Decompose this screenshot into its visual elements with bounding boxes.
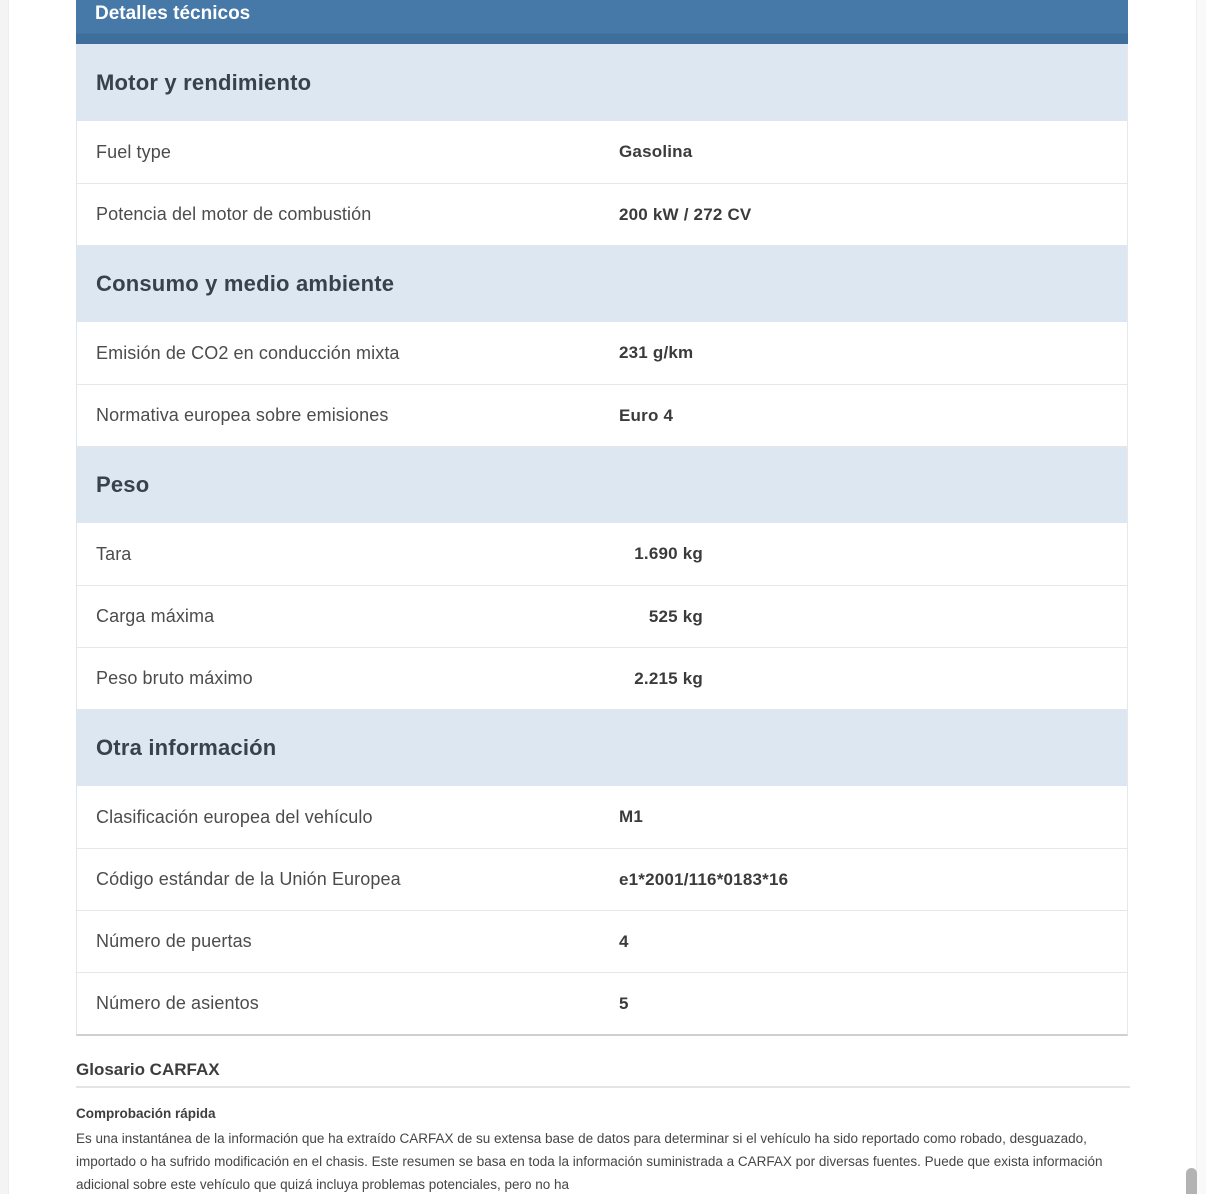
technical-details-table (76, 44, 1128, 1036)
section-block (77, 446, 1127, 709)
row-value: 4 (619, 931, 629, 951)
table-row (77, 910, 1127, 972)
row-value: 525 kg (648, 606, 703, 626)
glossary-term: Comprobación rápida (76, 1106, 216, 1121)
tech-table-body (77, 44, 1127, 1034)
row-label: Código estándar de la Unión Europea (96, 869, 401, 889)
section-block (77, 245, 1127, 446)
row-value-cell (619, 607, 703, 627)
section-header (77, 709, 1127, 786)
row-label: Emisión de CO2 en conducción mixta (96, 342, 400, 363)
table-row (77, 322, 1127, 384)
row-value: 5 (619, 993, 629, 1013)
row-value-cell (619, 343, 693, 363)
vertical-scrollbar-thumb[interactable] (1186, 1168, 1197, 1194)
row-value-cell (619, 406, 673, 426)
row-value-cell (619, 807, 643, 827)
row-label: Número de asientos (96, 993, 259, 1013)
table-row (77, 183, 1127, 245)
section-title: Consumo y medio ambiente (96, 271, 395, 296)
panel-header (76, 0, 1128, 44)
row-label: Peso bruto máximo (96, 668, 253, 688)
section-header (77, 446, 1127, 523)
section-block (77, 709, 1127, 1034)
section-header (77, 245, 1127, 322)
glossary-section (76, 1060, 1130, 1194)
row-value: Gasolina (619, 142, 693, 161)
row-value: 200 kW / 272 CV (619, 204, 752, 224)
technical-details-panel (76, 0, 1128, 1194)
row-value-cell (619, 544, 703, 564)
row-value-cell (619, 669, 703, 689)
table-row (77, 523, 1127, 585)
section-block (77, 44, 1127, 245)
panel-title: Detalles técnicos (95, 3, 251, 24)
table-row (77, 585, 1127, 647)
row-label: Clasificación europea del vehículo (96, 806, 373, 827)
row-label: Número de puertas (96, 931, 252, 951)
row-value: e1*2001/116*0183*16 (619, 869, 789, 889)
section-title: Motor y rendimiento (96, 69, 312, 95)
row-value: Euro 4 (619, 405, 674, 425)
row-value-cell (619, 932, 629, 952)
row-label: Potencia del motor de combustión (96, 204, 372, 224)
row-label: Fuel type (96, 141, 171, 162)
row-value: 231 g/km (619, 343, 694, 362)
row-value-cell (619, 205, 751, 225)
glossary-title: Glosario CARFAX (76, 1060, 220, 1079)
vertical-scrollbar-track[interactable] (1196, 0, 1206, 1194)
section-title: Otra información (96, 735, 277, 760)
window-left-edge (0, 0, 9, 1194)
section-header (77, 44, 1127, 121)
table-row (77, 848, 1127, 910)
glossary-divider (76, 1086, 1130, 1088)
row-value-cell (619, 870, 788, 890)
row-value-cell (619, 142, 692, 162)
row-value: M1 (619, 807, 644, 826)
table-row (77, 384, 1127, 446)
row-label: Tara (96, 543, 132, 564)
glossary-definition: Es una instantánea de la información que ha extraído CARFAX de su extensa base de datos para determinar si el vehículo ha sido reportado como robado, desguazado, importado o ha sufrido modificación en el chasis. Este resumen se basa en toda la información suministrada a CARFAX por diversas fuentes. Puede que exista información adicional sobre este vehículo que quizá incluya problemas potenciales, pero no ha (76, 1131, 1103, 1192)
row-value: 1.690 kg (634, 544, 703, 563)
row-label: Carga máxima (96, 606, 215, 626)
row-value-cell (619, 994, 629, 1014)
table-row (77, 972, 1127, 1034)
table-row (77, 647, 1127, 709)
table-row (77, 121, 1127, 183)
section-title: Peso (96, 472, 150, 497)
row-value: 2.215 kg (634, 668, 703, 688)
row-label: Normativa europea sobre emisiones (96, 405, 389, 425)
table-row (77, 786, 1127, 848)
